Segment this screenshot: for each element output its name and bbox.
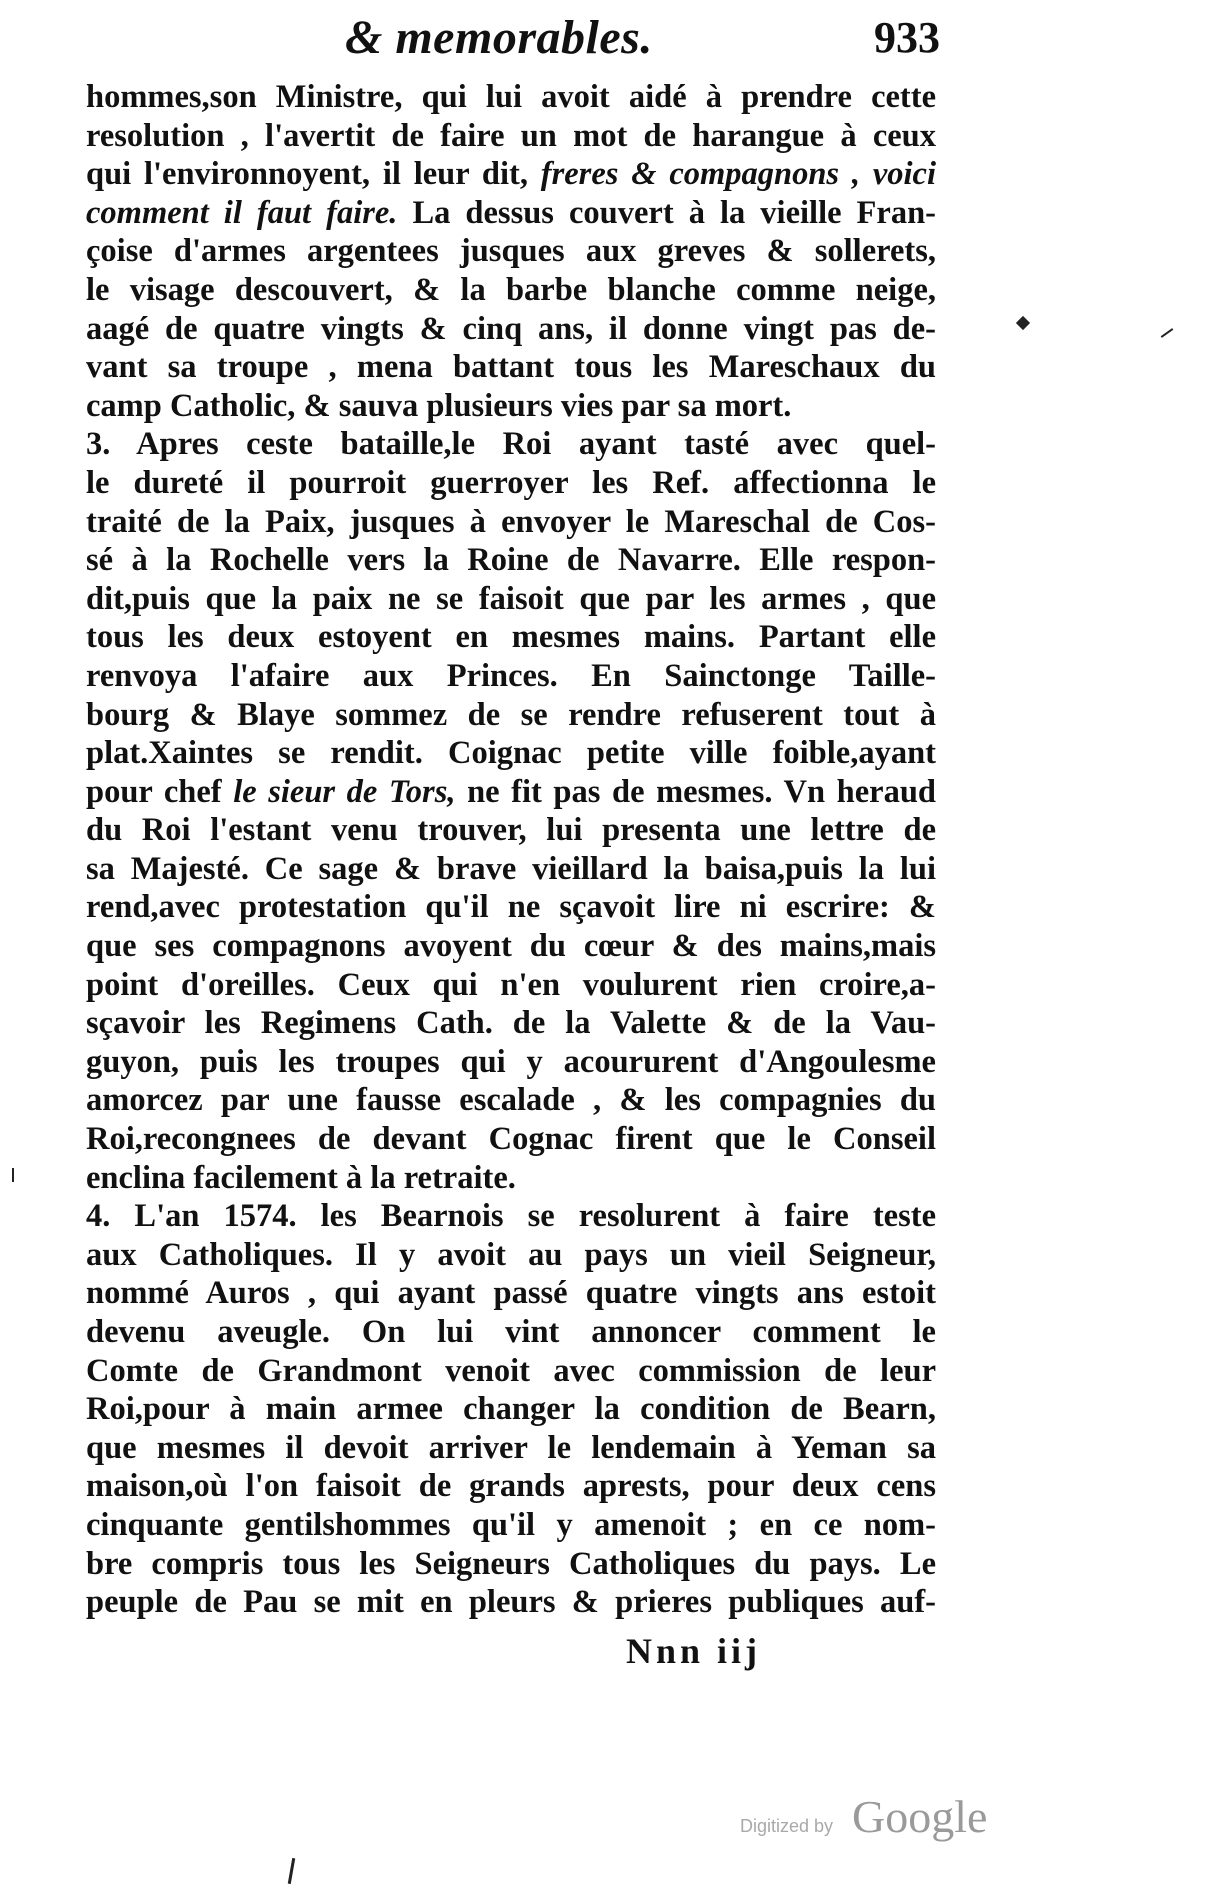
text-run: hommes,son Ministre, qui lui avoit aidé à prendre cette xyxy=(86,79,936,115)
page-header xyxy=(80,8,940,80)
text-run: que ses compagnons avoyent du cœur & des mains,mais xyxy=(86,928,936,965)
text-run: bourg & Blaye sommez de se rendre refuserent tout à xyxy=(86,696,936,733)
text-line xyxy=(86,580,936,619)
text-run: nommé Auros , qui ayant passé quatre vingts ans estoit xyxy=(86,1275,936,1312)
text-run: aux Catholiques. Il y avoit au pays un vieil Seigneur, xyxy=(86,1236,936,1273)
text-line xyxy=(86,348,936,387)
text-line xyxy=(86,1352,936,1391)
italic-run: le sieur de Tors, xyxy=(233,773,456,810)
text-line xyxy=(86,1159,936,1198)
text-line xyxy=(86,541,936,580)
text-run: tous les deux estoyent en mesmes mains. Partant elle xyxy=(86,619,936,656)
digitized-by-watermark xyxy=(740,1790,1000,1850)
text-run: devenu aveugle. On lui vint annoncer comment le xyxy=(86,1314,936,1350)
text-line xyxy=(86,1506,936,1545)
text-run: dit,puis que la paix ne se faisoit que par les armes , que xyxy=(86,580,936,617)
text-run: maison,où l'on faisoit de grands aprests, pour deux cens xyxy=(86,1468,936,1505)
text-run: le dureté il pourroit guerroyer les Ref. affectionna le xyxy=(86,464,936,501)
signature-line xyxy=(86,1630,936,1680)
text-run: point d'oreilles. Ceux qui n'en voulurent rien croire,a- xyxy=(86,966,936,1003)
text-line xyxy=(86,503,936,542)
text-run: 4. L'an 1574. les Bearnois se resolurent à faire teste xyxy=(86,1198,936,1235)
text-line xyxy=(86,657,936,696)
text-line xyxy=(86,927,936,966)
text-run: Comte de Grandmont venoit avec commission de leur xyxy=(86,1352,936,1389)
text-line xyxy=(86,1043,936,1082)
text-line xyxy=(86,425,936,464)
text-line xyxy=(86,1236,936,1275)
text-line xyxy=(86,78,936,117)
text-line xyxy=(86,1429,936,1468)
text-line xyxy=(86,734,936,773)
text-line xyxy=(86,387,936,426)
italic-run: comment il faut faire. xyxy=(86,194,398,231)
text-run: du Roi l'estant venu trouver, lui presenta une lettre de xyxy=(86,812,936,849)
italic-run: freres & compagnons , voici xyxy=(540,156,936,193)
text-run: guyon, puis les troupes qui y acoururent d'Angoulesme xyxy=(86,1043,936,1080)
body-text xyxy=(86,78,936,1622)
text-run: que mesmes il devoit arriver le lendemain à Yeman sa xyxy=(86,1429,936,1466)
text-run: pour chef xyxy=(86,773,234,810)
text-run: Roi,recongnees de devant Cognac firent que le Conseil xyxy=(86,1121,936,1158)
text-line xyxy=(86,696,936,735)
text-line xyxy=(86,464,936,503)
text-run: qui l'environnoyent, il leur dit, xyxy=(86,156,541,193)
text-run: vant sa troupe , mena battant tous les Mareschaux du xyxy=(86,349,936,386)
running-title: & memorables. xyxy=(345,11,653,64)
scan-mark xyxy=(288,1858,295,1884)
text-line xyxy=(86,232,936,271)
scan-mark xyxy=(1161,328,1174,338)
google-logo: Google xyxy=(852,1791,988,1842)
text-line xyxy=(86,773,936,812)
text-line xyxy=(86,618,936,657)
text-line xyxy=(86,1004,936,1043)
text-line xyxy=(86,1274,936,1313)
text-run: Roi,pour à main armee changer la condition de Bearn, xyxy=(86,1391,936,1428)
text-line xyxy=(86,1390,936,1429)
text-run: rend,avec protestation qu'il ne sçavoit lire ni escrire: & xyxy=(86,889,936,926)
text-run: traité de la Paix, jusques à envoyer le Mareschal de Cos- xyxy=(86,503,936,540)
text-run: aagé de quatre vingts & cinq ans, il donne vingt pas de- xyxy=(86,310,936,347)
text-run: le visage descouvert, & la barbe blanche comme neige, xyxy=(86,271,936,308)
text-line xyxy=(86,1583,936,1622)
text-run: çoise d'armes argentees jusques aux greves & sollerets, xyxy=(86,233,936,270)
text-line xyxy=(86,271,936,310)
text-line xyxy=(86,966,936,1005)
text-run: renvoya l'afaire aux Princes. En Sainctonge Taille- xyxy=(86,657,936,694)
text-line xyxy=(86,850,936,889)
text-run: peuple de Pau se mit en pleurs & prieres publiques auf- xyxy=(86,1584,936,1621)
text-line xyxy=(86,1467,936,1506)
text-line xyxy=(86,155,936,194)
text-line xyxy=(86,1313,936,1352)
text-run: sçavoir les Regimens Cath. de la Valette & de la Vau- xyxy=(86,1005,936,1042)
text-run: plat.Xaintes se rendit. Coignac petite ville foible,ayant xyxy=(86,735,936,772)
text-run: ne fit pas de mesmes. Vn heraud xyxy=(455,773,936,810)
text-run: sé à la Rochelle vers la Roine de Navarre. Elle respon- xyxy=(86,542,936,579)
scan-mark xyxy=(12,1168,14,1182)
text-run: sa Majesté. Ce sage & brave vieillard la baisa,puis la lui xyxy=(86,850,936,887)
text-line xyxy=(86,1081,936,1120)
text-line xyxy=(86,117,936,156)
text-run: amorcez par une fausse escalade , & les compagnies du xyxy=(86,1082,936,1119)
text-run: cinquante gentilshommes qu'il y amenoit ; en ce nom- xyxy=(86,1506,936,1543)
text-run: enclina facilement à la retraite. xyxy=(86,1159,516,1196)
signature-mark: Nnn iij xyxy=(626,1631,762,1671)
text-run: camp Catholic, & sauva plusieurs vies par sa mort. xyxy=(86,387,792,424)
text-line xyxy=(86,310,936,349)
text-line xyxy=(86,811,936,850)
text-line xyxy=(86,194,936,233)
scan-mark xyxy=(1016,316,1030,330)
text-line xyxy=(86,1545,936,1584)
text-line xyxy=(86,1197,936,1236)
text-line xyxy=(86,888,936,927)
text-run: resolution , l'avertit de faire un mot de harangue à ceux xyxy=(86,117,936,154)
text-line xyxy=(86,1120,936,1159)
page-number: 933 xyxy=(874,13,940,62)
text-run: 3. Apres ceste bataille,le Roi ayant tasté avec quel- xyxy=(86,426,936,463)
text-run: bre compris tous les Seigneurs Catholiques du pays. Le xyxy=(86,1545,936,1582)
digitized-by-label: Digitized by xyxy=(740,1816,834,1836)
text-run: La dessus couvert à la vieille Fran- xyxy=(397,194,936,231)
